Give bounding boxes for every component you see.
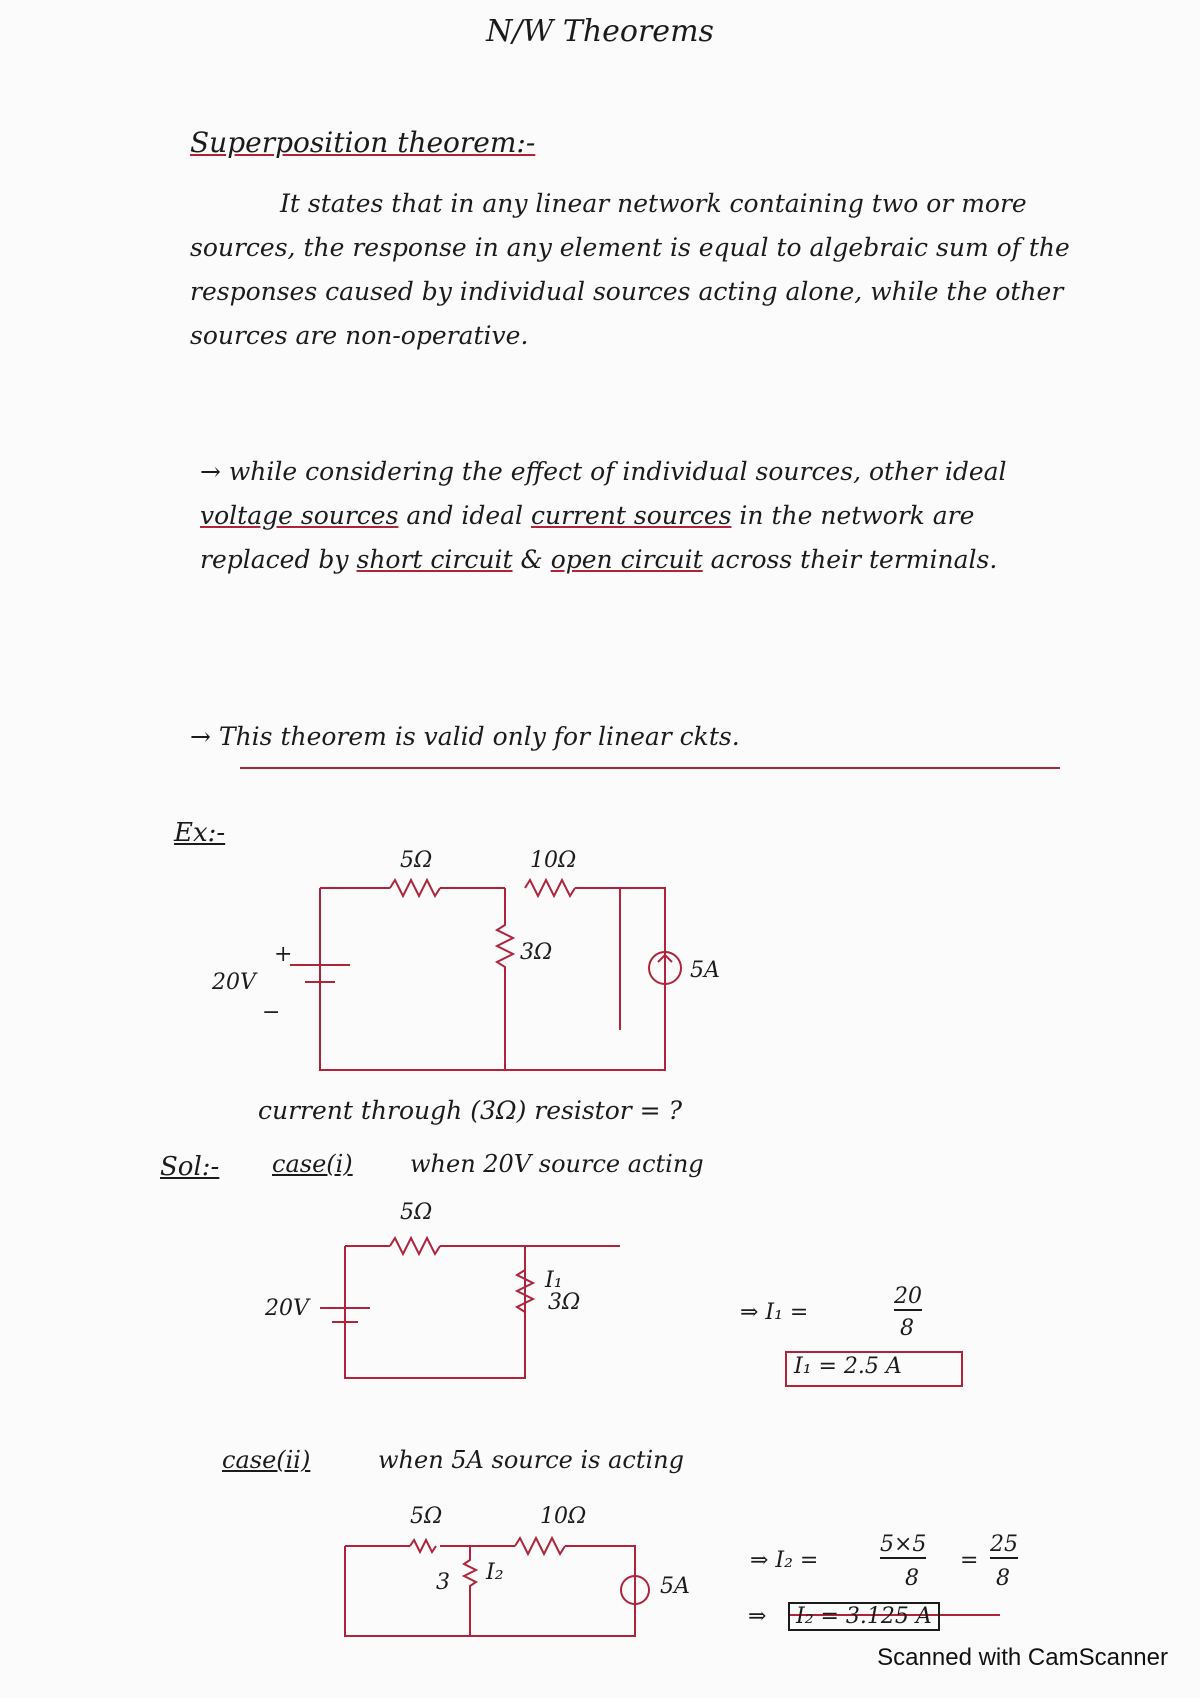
case1-r1-label: 5Ω [400,1200,433,1225]
case1-title: case(i) [272,1150,353,1178]
case2-result-arrow: ⇒ [748,1604,767,1629]
ex-r1-label: 5Ω [400,848,433,873]
c2-resistor-10ohm [515,1538,565,1554]
ex-r3-label: 3Ω [520,940,553,965]
ex-current-source-arrow [658,955,672,980]
case2-source-label: 5A [660,1574,690,1599]
case2-description: when 5A source is acting [378,1446,684,1474]
ex-top-wire-right [320,888,665,1070]
ex-resistor-3ohm [497,888,513,1070]
case2-title: case(ii) [222,1446,311,1474]
case1-voltage-label: 20V [265,1296,309,1321]
ex-plus-sign: + [274,942,293,967]
case1-equation-lhs: ⇒ I₁ = [740,1300,809,1325]
solution-label: Sol:- [160,1152,220,1182]
c2-resistor-3ohm [464,1546,476,1636]
case1-r3-label: 3Ω [548,1290,581,1315]
case1-numerator: 20 [894,1284,922,1309]
ex-resistor-5ohm [390,880,440,896]
example-label: Ex:- [174,818,226,848]
page-title: N/W Theorems [486,14,714,49]
note1-and: and ideal [406,501,524,530]
note1-amp: & [520,545,543,574]
case1-result: I₁ = 2.5 A [794,1354,902,1379]
c1-resistor-5ohm [390,1238,440,1254]
note1-mid: in the network are replaced by [200,501,975,574]
case2-r1-label: 5Ω [410,1504,443,1529]
note1-current-sources: current sources [531,501,732,530]
case2-result: I₂ = 3.125 A [788,1602,940,1631]
ex-r2-label: 10Ω [530,848,577,873]
case1-current-label: I₁ [545,1268,563,1293]
note1-intro: → while considering the effect of individual sources, other ideal [200,457,1007,486]
case2-r3-label: 3 [436,1570,450,1595]
ex-branch-right [620,888,665,1070]
case2-denominator-1: 8 [905,1566,919,1591]
case2-equation-lhs: ⇒ I₂ = [750,1548,819,1573]
case2-equals: = [960,1548,979,1573]
case2-numerator-2: 25 [990,1532,1018,1557]
section-heading: Superposition theorem:- [190,126,536,159]
case1-description: when 20V source acting [410,1150,704,1178]
note1-end: across their terminals. [710,545,998,574]
definition-paragraph: It states that in any linear network containing two or more sources, the response in any element is equal to algebraic sum of the responses caused by individual sources acting alone, while the other sources are non-operative. [190,189,1070,350]
ex-voltage-label: 20V [212,970,256,995]
ex-current-label: 5A [690,958,720,983]
ex-minus-sign: − [262,1000,281,1025]
note1-voltage-sources: voltage sources [200,501,399,530]
note1-short-circuit: short circuit [356,545,513,574]
case2-r2-label: 10Ω [540,1504,587,1529]
c2-resistor-5ohm [410,1540,436,1552]
ex-resistor-10ohm [525,880,575,896]
scanner-watermark: Scanned with CamScanner [877,1644,1168,1671]
note-linear-validity: → This theorem is valid only for linear ckts. [190,722,740,751]
case2-numerator-1: 5×5 [880,1532,927,1557]
note1-open-circuit: open circuit [550,545,703,574]
example-question: current through (3Ω) resistor = ? [258,1096,682,1125]
case1-denominator: 8 [900,1316,914,1341]
case2-denominator-2: 8 [996,1566,1010,1591]
case2-current-label: I₂ [486,1560,504,1585]
